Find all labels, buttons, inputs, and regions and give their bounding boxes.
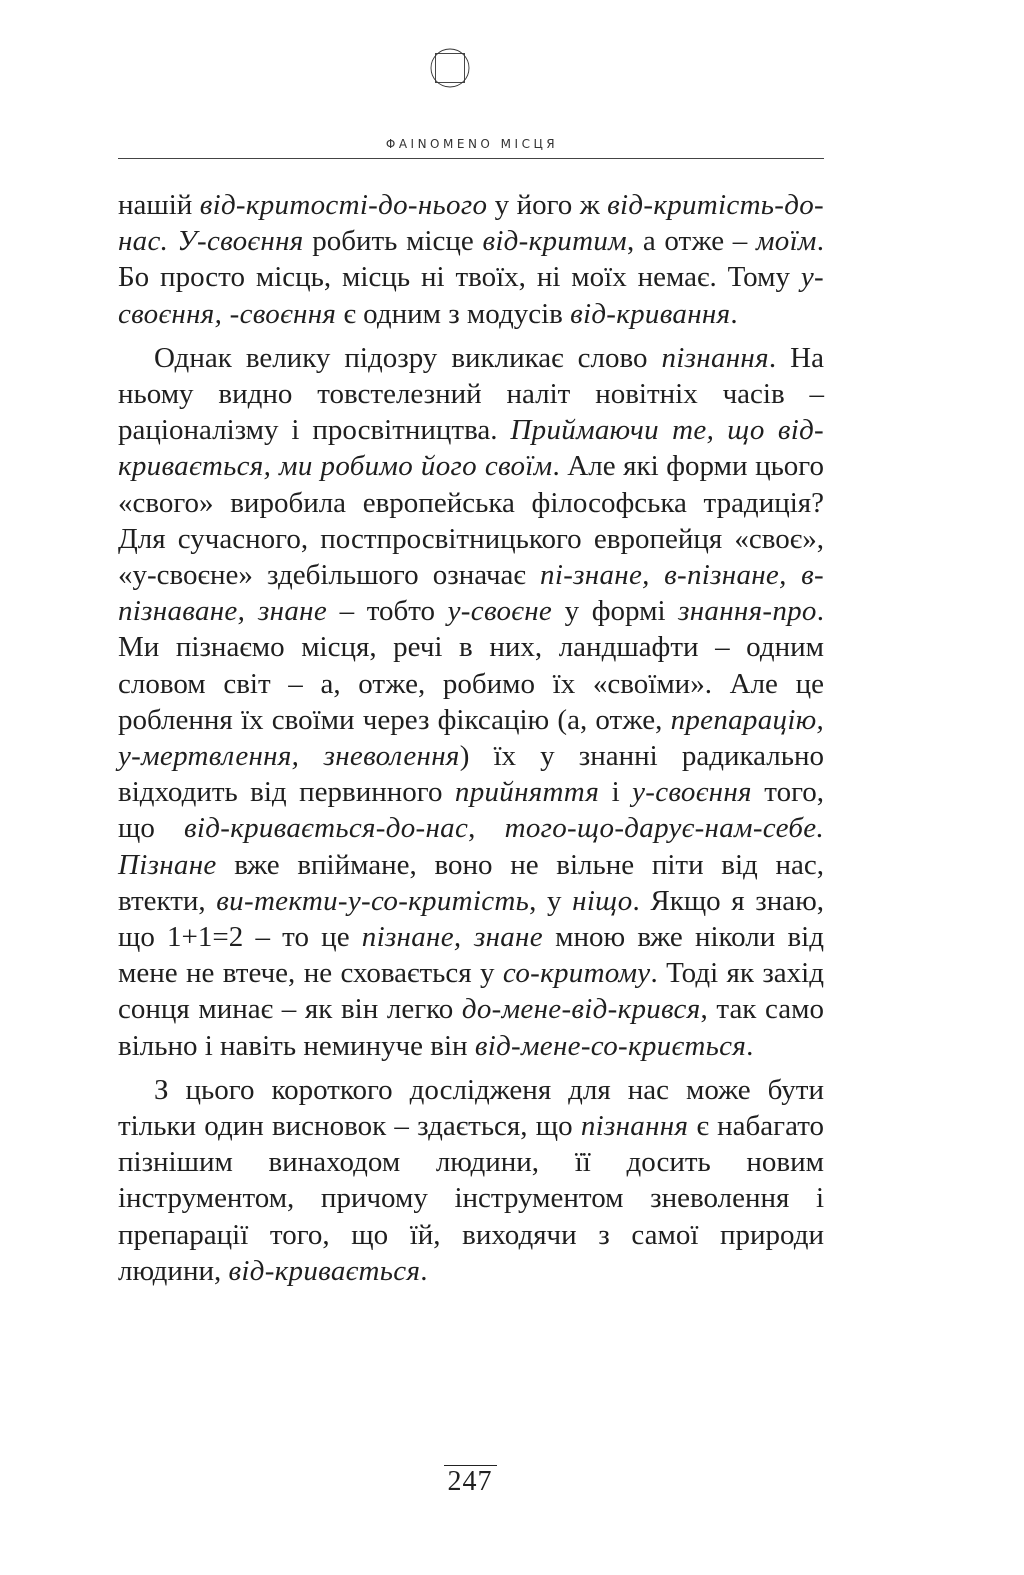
running-head: ΦAINOMENO МІСЦЯ (385, 137, 559, 151)
circle-square-emblem-icon (430, 48, 470, 88)
header-rule (118, 158, 824, 159)
page-number: 247 (420, 1466, 520, 1498)
paragraph-3: З цього короткого дослідженя для нас може бути тільки один висновок – здається, що пізнання є набагато пізнішим винаходом людини, її досить новим інструментом, причому інструментом зневолення і препарації того, що їй, виходячи з самої природи людини, від-кривається. (118, 1073, 824, 1287)
paragraph-2: Однак велику підозру викликає слово пізнання. На ньому видно товстелезний наліт новітніх часів – раціоналізму і просвітництва. Приймаючи те, що від-кривається, ми робимо його своїм. Але які форми цього «свого» виробила европейська філософська традиція? Для сучасного, постпросвітницького европейця «своє», «у-своєне» здебільшого означає пі-знане, в-пізнане, в-пізнаване, знане – тобто у-своєне у формі знання-про. Ми пізнаємо місця, речі в них, ландшафти – одним словом світ – а, отже, робимо їх «своїми». Але це роблення їх своїми через фіксацію (а, отже, препарацію, у-мертвлення, зневолення) їх у знанні радикально відходить від первинного прийняття і у-своєння того, що від-кривається-до-нас, того-що-дарує-нам-себе. Пізнане вже впіймане, воно не вільне піти від нас, втекти, ви-текти-у-со-критість, у ніщо. Якщо я знаю, що 1+1=2 – то це пізнане, знане мною вже ніколи від мене не втече, не сховається у со-критому. Тоді як захід сонця минає – як він легко до-мене-від-крився, так само вільно і навіть неминуче він від-мене-со-криється. (118, 341, 824, 1062)
paragraph-1: нашій від-критості-до-нього у його ж від-критість-до-нас. У-своєння робить місце від-критим, а отже – моїм. Бо просто місць, місць ні твоїх, ні моїх немає. Тому у-своєння, -своєння є одним з модусів від-кривання. (118, 189, 824, 330)
body-text (118, 187, 824, 1297)
